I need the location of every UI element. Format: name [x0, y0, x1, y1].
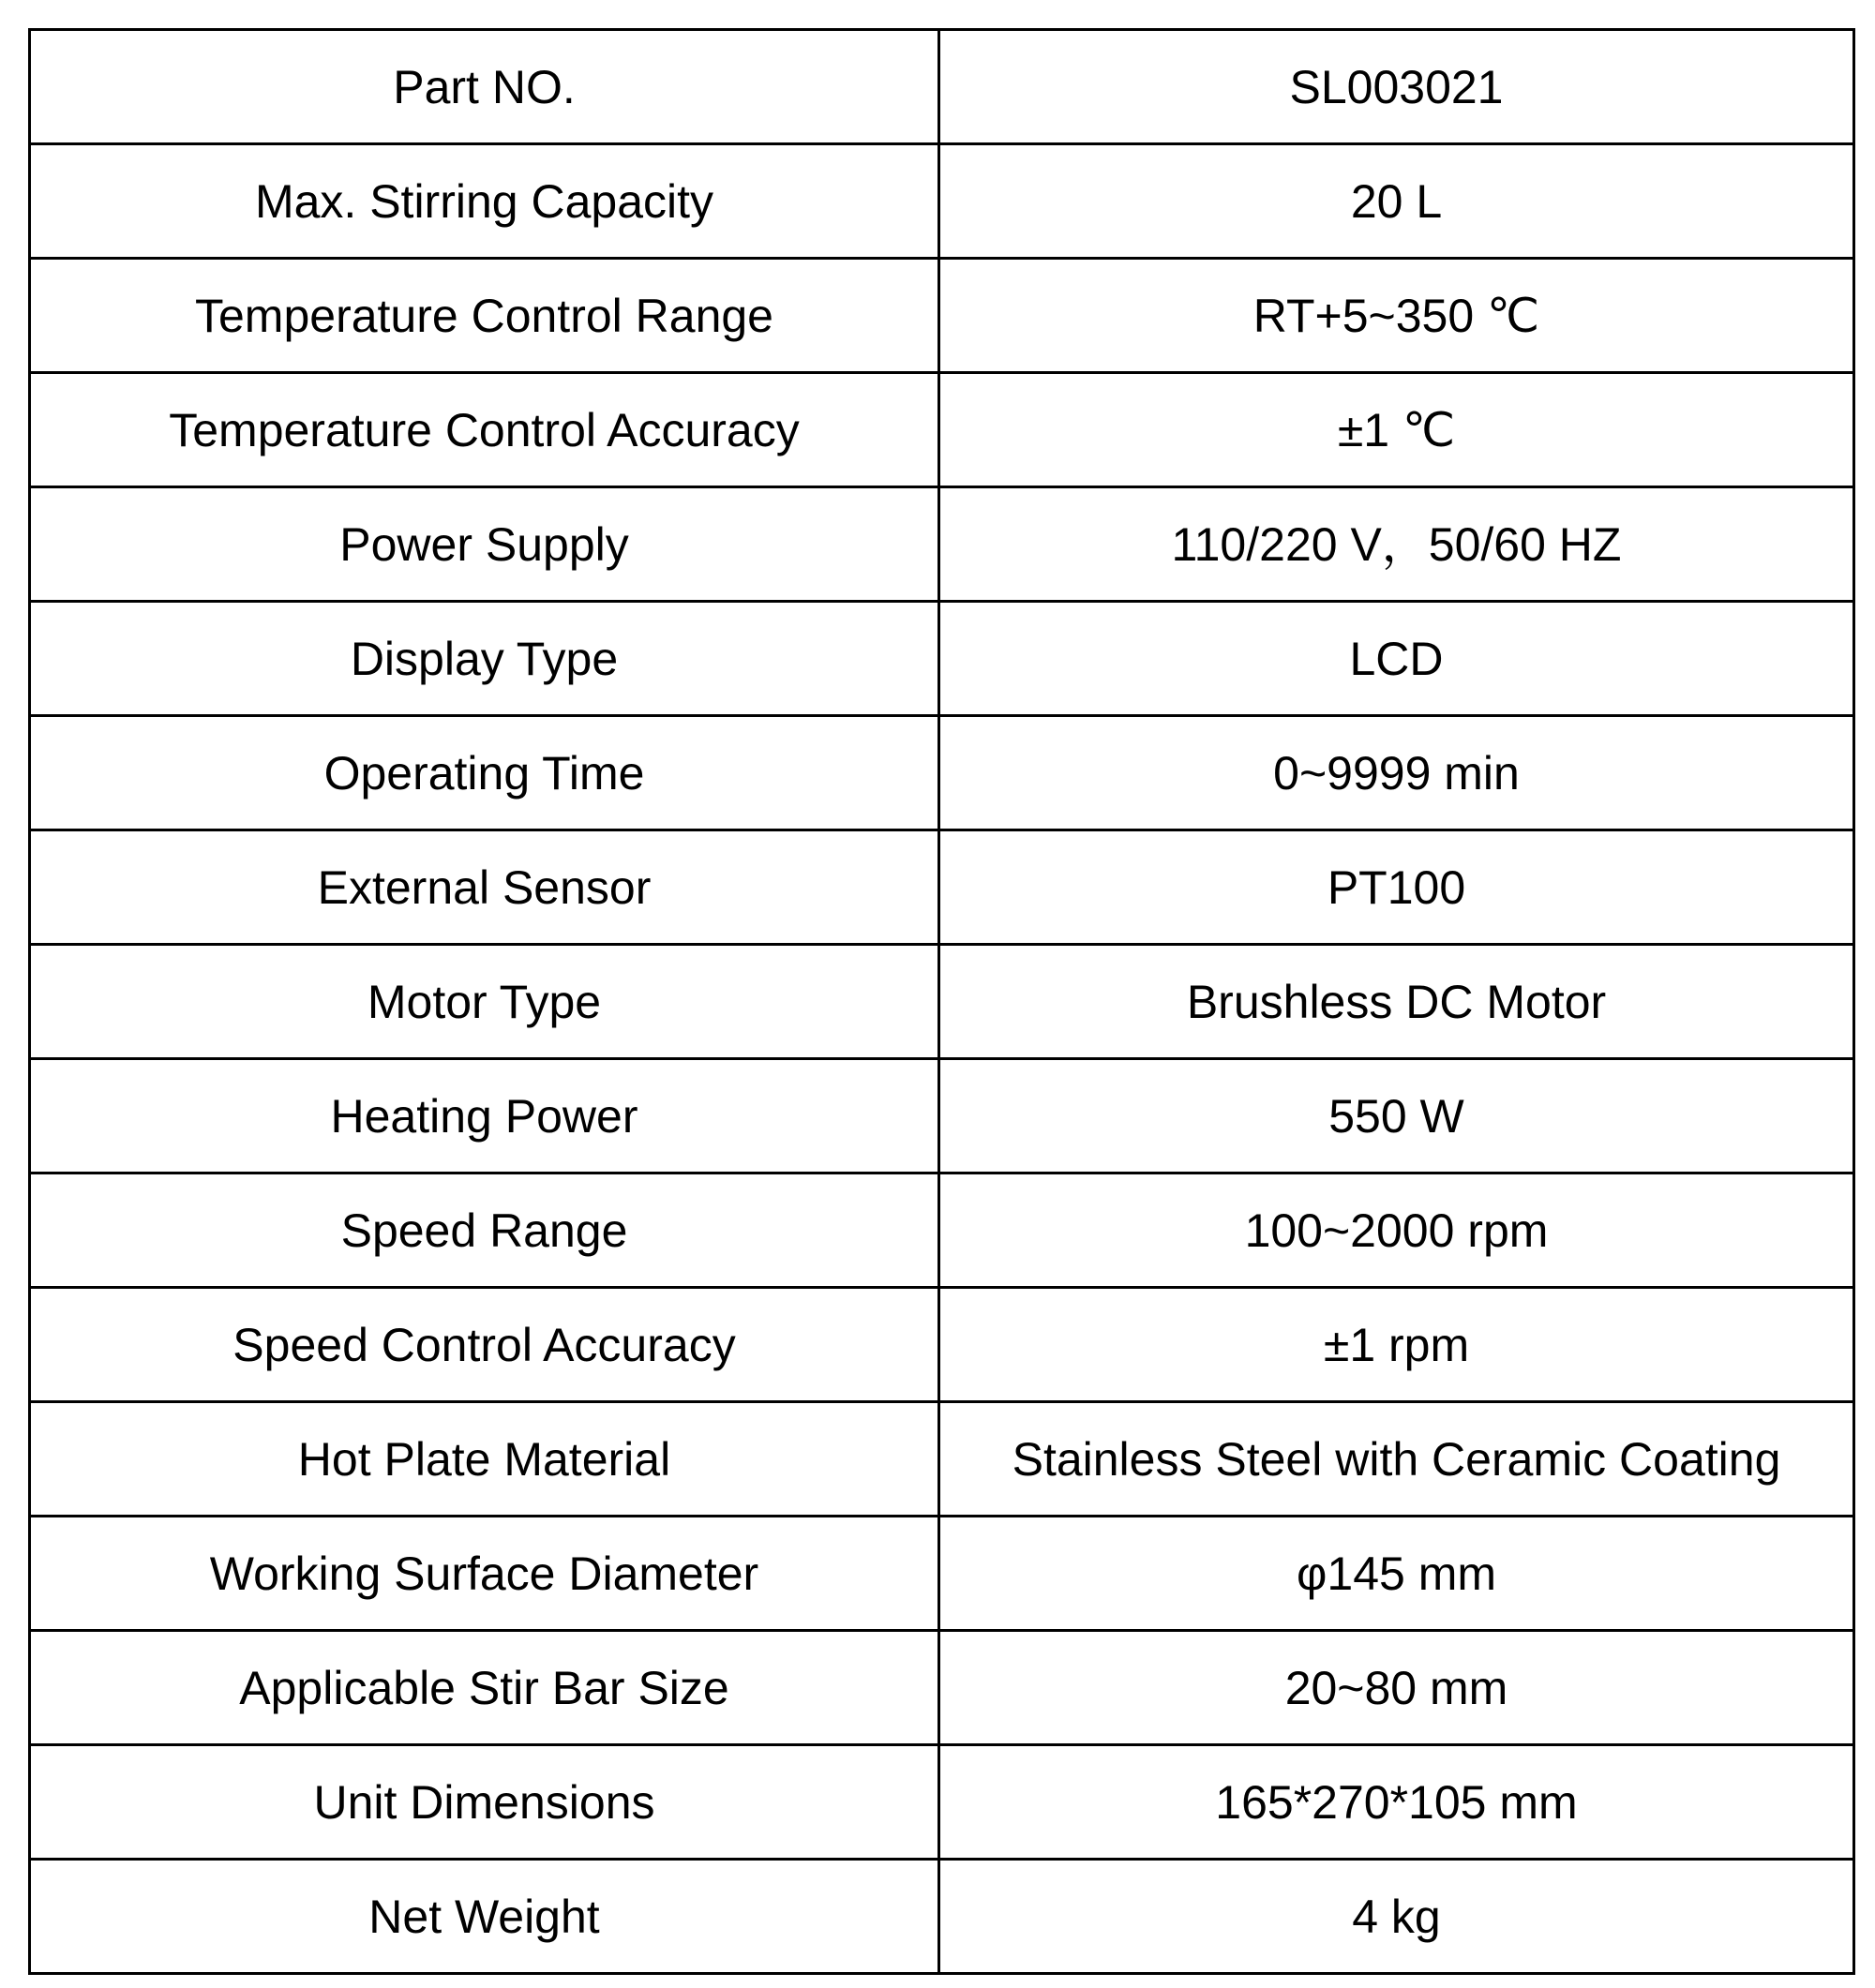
parameter-cell: Operating Time — [30, 716, 939, 830]
value-cell: PT100 — [939, 830, 1854, 945]
parameter-cell: Applicable Stir Bar Size — [30, 1631, 939, 1745]
table-row — [30, 830, 1854, 945]
value-cell: 165*270*105 mm — [939, 1745, 1854, 1860]
parameter-cell: Temperature Control Accuracy — [30, 373, 939, 487]
parameter-cell: Power Supply — [30, 487, 939, 602]
value-cell: 20 L — [939, 144, 1854, 259]
parameter-cell: Motor Type — [30, 945, 939, 1059]
parameter-cell: Max. Stirring Capacity — [30, 144, 939, 259]
value-cell: LCD — [939, 602, 1854, 716]
table-row — [30, 1517, 1854, 1631]
table-row — [30, 487, 1854, 602]
value-cell: 550 W — [939, 1059, 1854, 1173]
table-row — [30, 1402, 1854, 1517]
value-cell: ±1 ℃ — [939, 373, 1854, 487]
table-row — [30, 1059, 1854, 1173]
table-row — [30, 30, 1854, 144]
value-cell: 4 kg — [939, 1860, 1854, 1974]
value-cell: φ145 mm — [939, 1517, 1854, 1631]
spec-table — [28, 28, 1855, 1975]
value-cell: SL003021 — [939, 30, 1854, 144]
value-cell: RT+5~350 ℃ — [939, 259, 1854, 373]
table-row — [30, 945, 1854, 1059]
table-row — [30, 1631, 1854, 1745]
table-row — [30, 144, 1854, 259]
value-cell: 0~9999 min — [939, 716, 1854, 830]
value-cell: ±1 rpm — [939, 1288, 1854, 1402]
value-cell: Stainless Steel with Ceramic Coating — [939, 1402, 1854, 1517]
parameter-cell: Temperature Control Range — [30, 259, 939, 373]
table-row — [30, 1288, 1854, 1402]
table-row — [30, 373, 1854, 487]
table-row — [30, 602, 1854, 716]
parameter-cell: Display Type — [30, 602, 939, 716]
parameter-cell: Speed Range — [30, 1173, 939, 1288]
value-cell: 20~80 mm — [939, 1631, 1854, 1745]
parameter-cell: Net Weight — [30, 1860, 939, 1974]
parameter-cell: Part NO. — [30, 30, 939, 144]
table-row — [30, 1860, 1854, 1974]
parameter-cell: Unit Dimensions — [30, 1745, 939, 1860]
table-row — [30, 1745, 1854, 1860]
parameter-cell: Hot Plate Material — [30, 1402, 939, 1517]
value-cell: 100~2000 rpm — [939, 1173, 1854, 1288]
parameter-cell: Working Surface Diameter — [30, 1517, 939, 1631]
parameter-cell: Heating Power — [30, 1059, 939, 1173]
value-cell: 110/220 V，50/60 HZ — [939, 487, 1854, 602]
parameter-cell: Speed Control Accuracy — [30, 1288, 939, 1402]
parameter-cell: External Sensor — [30, 830, 939, 945]
table-row — [30, 716, 1854, 830]
table-row — [30, 259, 1854, 373]
value-cell: Brushless DC Motor — [939, 945, 1854, 1059]
table-row — [30, 1173, 1854, 1288]
